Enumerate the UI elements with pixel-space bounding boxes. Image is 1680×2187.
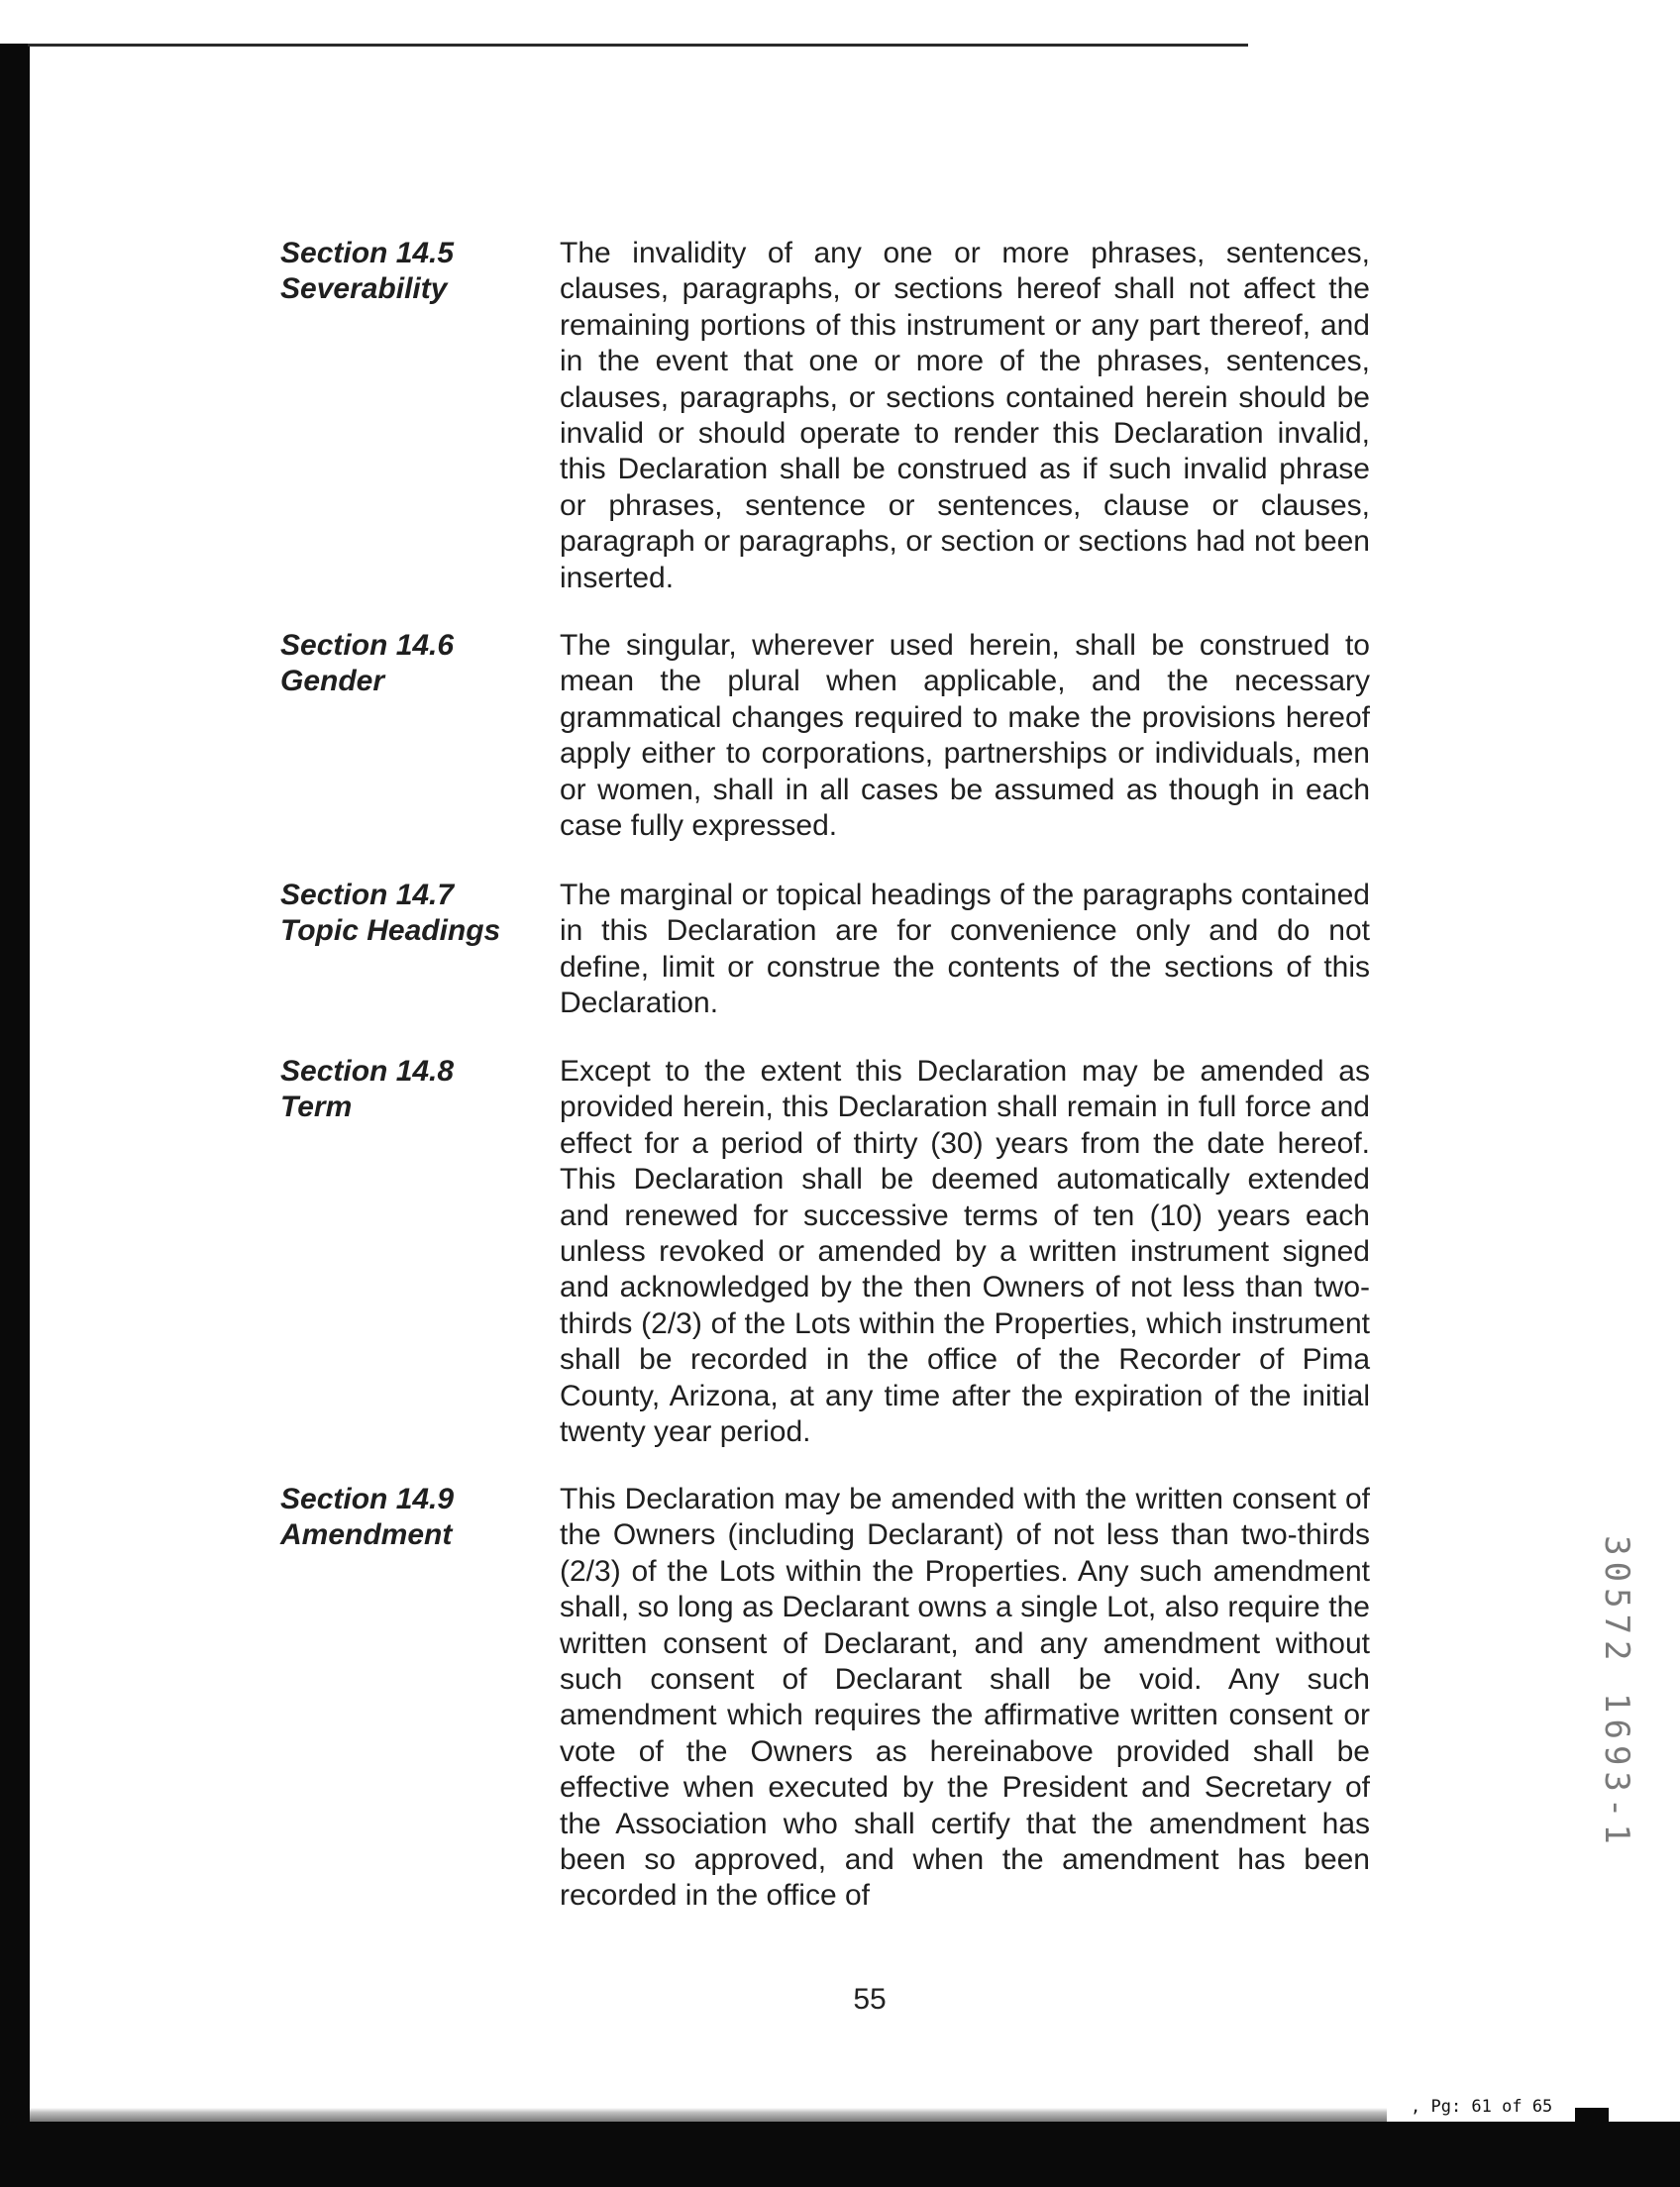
section-title: Gender <box>280 665 385 697</box>
scan-bottom-tail <box>1575 2108 1609 2122</box>
section-text: The invalidity of any one or more phrases, sentences, clauses, paragraphs, or sections hereof shall not affect the remaining portions of this instrument or any part thereof, and in the event that one or more of the phrases, sentences, clauses, paragraphs, or sections contained herein should be invalid or should operate to render this Declaration invalid, this Declaration shall be construed as if such invalid phrase or phrases, sentence or sentences, clause or clauses, paragraph or paragraphs, or section or sections had not been inserted. <box>560 237 1370 594</box>
scan-top-line <box>28 44 1248 47</box>
section-title: Topic Headings <box>280 914 501 947</box>
scan-left-border <box>0 44 30 2187</box>
section-label <box>280 236 538 307</box>
scan-bottom-shadow <box>30 2108 1387 2122</box>
section-number: Section 14.6 <box>280 629 455 662</box>
section-title: Term <box>280 1091 353 1123</box>
section-label <box>280 1482 538 1553</box>
section-number: Section 14.8 <box>280 1055 455 1088</box>
margin-recording-stamp <box>1597 1529 1636 1856</box>
section-number: Section 14.9 <box>280 1483 455 1515</box>
section-label <box>280 878 538 949</box>
section-label <box>280 628 538 699</box>
page-count-tag: , Pg: 61 of 65 <box>1387 2092 1603 2122</box>
section-label <box>280 1054 538 1125</box>
section-title: Amendment <box>280 1518 453 1551</box>
section-text: The singular, wherever used herein, shall be construed to mean the plural when applicable, and the necessary grammatical changes required to make the provisions hereof apply either to corporations, partnerships or individuals, men or women, shall in all cases be assumed as though in each case fully expressed. <box>560 629 1370 843</box>
section-text: This Declaration may be amended with the written consent of the Owners (including Declarant) of not less than two-thirds (2/3) of the Lots within the Properties. Any such amendment shall, so long as Declarant owns a single Lot, also require the written consent of Declarant, and any amendment without such consent of Declarant shall be void. Any such amendment which requires the affirmative written consent or vote of the Owners as hereinabove provided shall be effective when executed by the President and Secretary of the Association who shall certify that the amendment has been so approved, and when the amendment has been recorded in the office of <box>560 1483 1370 1913</box>
page-number: 55 <box>853 1983 887 2016</box>
section-number: Section 14.7 <box>280 879 455 911</box>
margin-stamp-text: 30572 1693-1 <box>1597 1535 1636 1850</box>
section-text: The marginal or topical headings of the paragraphs contained in this Declaration are for convenience only and do not define, limit or construe the contents of the sections of this Declaration. <box>560 879 1370 1020</box>
scan-bottom-border <box>0 2122 1680 2187</box>
section-text: Except to the extent this Declaration may be amended as provided herein, this Declaration shall remain in full force and effect for a period of thirty (30) years from the date hereof. This Declaration shall be deemed automatically extended and renewed for successive terms of ten (10) years each unless revoked or amended by a written instrument signed and acknowledged by the then Owners of not less than two-thirds (2/3) of the Lots within the Properties, which instrument shall be recorded in the office of the Recorder of Pima County, Arizona, at any time after the expiration of the initial twenty year period. <box>560 1055 1370 1449</box>
section-number: Section 14.5 <box>280 237 455 269</box>
section-title: Severability <box>280 272 448 305</box>
